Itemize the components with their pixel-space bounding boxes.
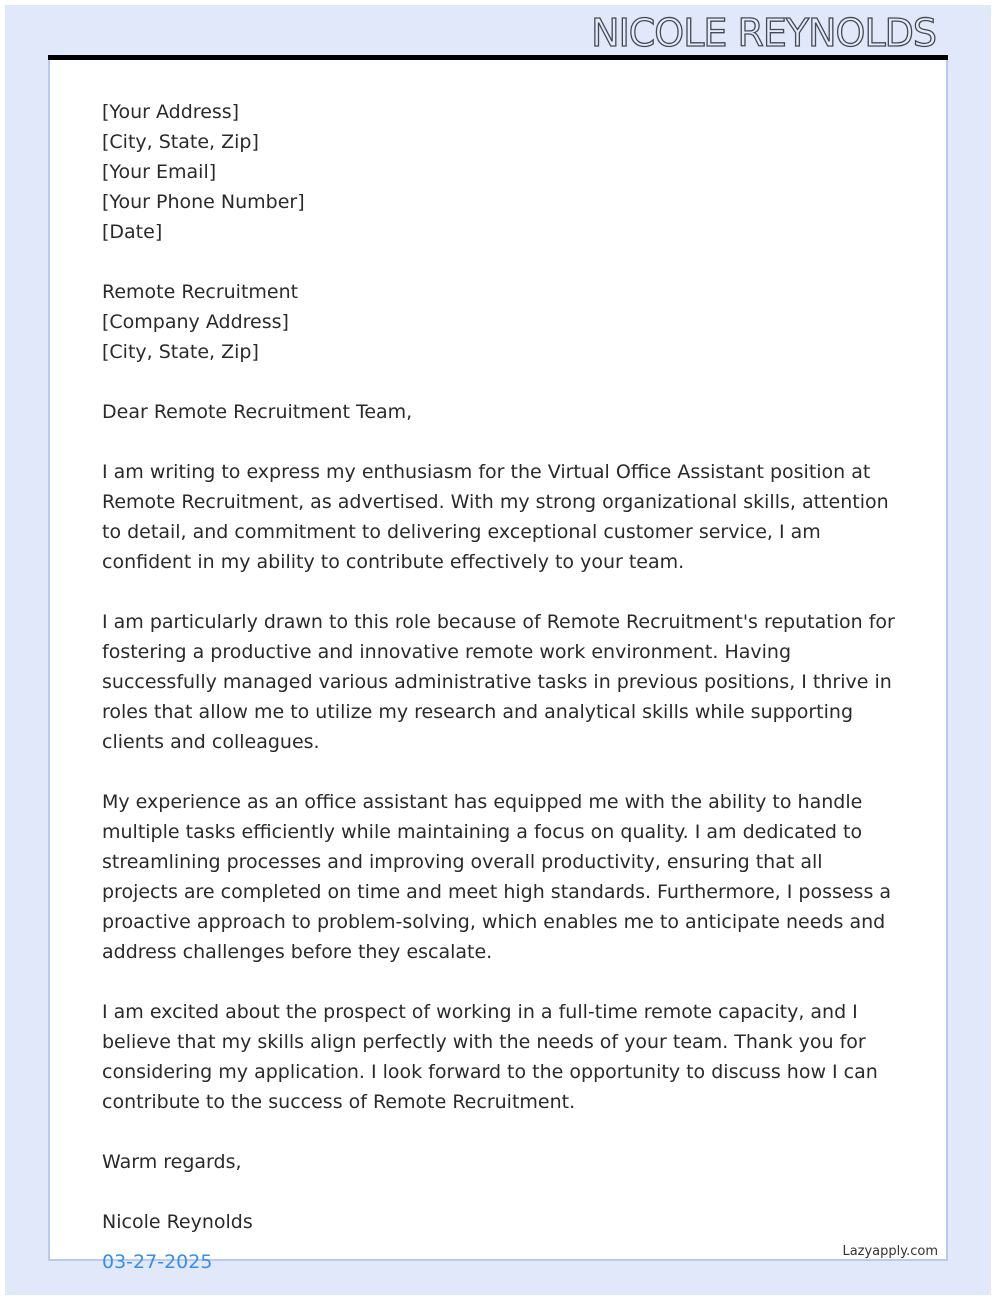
body-paragraph-4: I am excited about the prospect of working in a full-time remote capacity, and I believe that my skills align perfectly with the needs of your team. Thank you for considering my application. I look forward to the opportunity to discuss how I can contribute to the success of Remote Recruitment. — [102, 1001, 878, 1113]
body-paragraph-1: I am writing to express my enthusiasm for the Virtual Office Assistant position at Remote Recruitment, as advertised. With my strong organizational skills, attention to detail, and commitment to delivering exceptional customer service, I am confident in my ability to contribute effectively to your team. — [102, 461, 889, 573]
footer-brand-watermark: Lazyapply.com — [842, 1244, 938, 1259]
signature-name: Nicole Reynolds — [102, 1211, 253, 1233]
spacer — [102, 1177, 902, 1207]
sender-address: [Your Address] — [102, 101, 240, 123]
recipient-address: [Company Address] — [102, 311, 289, 333]
closing: Warm regards, — [102, 1151, 242, 1173]
recipient-city-state-zip: [City, State, Zip] — [102, 341, 259, 363]
spacer — [102, 367, 902, 397]
date-stamp: 03-27-2025 — [102, 1251, 213, 1273]
letter-page — [48, 60, 948, 1273]
applicant-name-header: NICOLE REYNOLDS — [591, 11, 936, 55]
salutation: Dear Remote Recruitment Team, — [102, 401, 413, 423]
sender-date: [Date] — [102, 221, 163, 243]
body-paragraph-3: My experience as an office assistant has equipped me with the ability to handle multiple tasks efficiently while maintaining a focus on quality. I am dedicated to streamlining processes and improving overall productivity, ensuring that all projects are completed on time and meet high standards. Furthermore, I possess a proactive approach to problem-solving, which enables me to anticipate needs and address challenges before they escalate. — [102, 791, 892, 963]
sender-phone: [Your Phone Number] — [102, 191, 305, 213]
body-paragraph-2: I am particularly drawn to this role because of Remote Recruitment's reputation for fostering a productive and innovative remote work environment. Having successfully managed various administrative tasks in previous positions, I thrive in roles that allow me to utilize my research and analytical skills while supporting clients and colleagues. — [102, 611, 895, 753]
spacer — [102, 757, 902, 787]
recipient-block — [102, 277, 902, 367]
spacer — [102, 247, 902, 277]
sender-block — [102, 97, 902, 247]
letter-body — [102, 97, 902, 1277]
spacer — [102, 427, 902, 457]
spacer — [102, 967, 902, 997]
recipient-company: Remote Recruitment — [102, 281, 299, 303]
spacer — [102, 577, 902, 607]
spacer — [102, 1117, 902, 1147]
sender-email: [Your Email] — [102, 161, 217, 183]
sender-city-state-zip: [City, State, Zip] — [102, 131, 259, 153]
